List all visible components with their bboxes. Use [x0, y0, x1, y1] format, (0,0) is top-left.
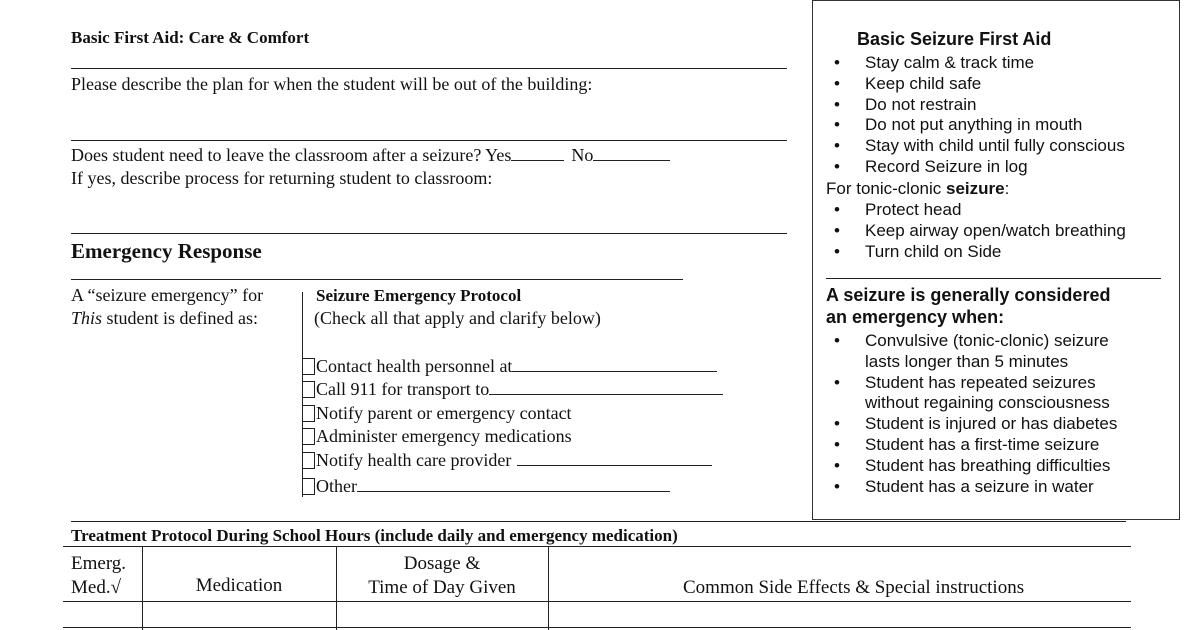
list-item: • Keep child safe [834, 73, 982, 93]
emergency-heading-rule [71, 279, 683, 280]
checkbox[interactable] [302, 381, 315, 398]
checkbox[interactable] [302, 405, 315, 422]
bullet-icon: • [834, 73, 840, 93]
bullet-icon: • [834, 414, 840, 434]
answer-line[interactable] [71, 68, 787, 69]
section-divider [71, 521, 1126, 522]
list-item: • Student has a seizure in water [834, 476, 1094, 496]
list-item: • Turn child on Side [834, 241, 1002, 261]
out-of-building-question: Please describe the plan for when the student will be out of the building: [71, 74, 593, 94]
list-item: • Student has repeated seizures without regaining consciousness [834, 372, 1110, 413]
bullet-icon: • [834, 372, 840, 392]
other-blank[interactable] [357, 476, 670, 492]
col-header-side-effects: Common Side Effects & Special instructions [683, 577, 1025, 598]
check-notify-provider[interactable]: Notify health care provider [302, 449, 712, 471]
bullet-icon: • [834, 115, 840, 135]
check-administer-meds[interactable]: Administer emergency medications [302, 425, 572, 447]
protocol-title: Seizure Emergency Protocol [316, 286, 522, 305]
table-header-border [63, 601, 1131, 602]
bullet-icon: • [834, 94, 840, 114]
list-item: • Protect head [834, 200, 962, 219]
check-notify-parent[interactable]: Notify parent or emergency contact [302, 402, 572, 424]
care-section-title: Basic First Aid: Care & Comfort [71, 28, 310, 47]
no-blank[interactable] [593, 145, 670, 161]
emergency-definition-line2: This student is defined as: [71, 308, 259, 328]
emergency-criteria-list [831, 331, 1117, 497]
no-label: No [571, 145, 594, 165]
check-call-911[interactable]: Call 911 for transport to [302, 378, 723, 400]
out-of-building-answer-line[interactable] [71, 140, 787, 141]
bullet-icon: • [834, 156, 840, 176]
bullet-icon: • [834, 136, 840, 156]
protocol-subtitle: (Check all that apply and clarify below) [314, 308, 601, 328]
bullet-icon: • [834, 331, 840, 350]
leave-classroom-text: Does student need to leave the classroom after a seizure? Yes [71, 145, 512, 165]
health-personnel-blank[interactable] [512, 356, 717, 372]
list-item: • Student is injured or has diabetes [834, 414, 1118, 434]
list-item: • Do not put anything in mouth [834, 115, 1083, 135]
emergency-response-heading: Emergency Response [71, 239, 262, 263]
bullet-icon: • [834, 455, 840, 475]
treatment-heading: Treatment Protocol During School Hours (include daily and emergency medication) [71, 526, 678, 545]
yes-blank[interactable] [511, 145, 564, 161]
tonic-clonic-steps [831, 200, 1126, 262]
list-item: • Do not restrain [834, 94, 977, 114]
bullet-icon: • [834, 53, 840, 72]
col-header-medication: Medication [195, 575, 283, 596]
list-item: • Keep airway open/watch breathing [834, 220, 1126, 240]
bullet-icon: • [834, 200, 840, 219]
emergency-criteria-heading: A seizure is generally considered an emergency when: [826, 285, 1111, 327]
check-other[interactable]: Other [302, 475, 670, 497]
list-item: • Record Seizure in log [834, 156, 1028, 176]
leave-classroom-question [71, 145, 670, 166]
emergency-definition-line1: A “seizure emergency” for [71, 285, 264, 305]
bullet-icon: • [834, 220, 840, 240]
transport-blank[interactable] [489, 379, 723, 395]
list-item: • Student has a first-time seizure [834, 434, 1100, 454]
col-header-emerg-med: Emerg. Med.√ [71, 553, 127, 598]
this-italic: This [71, 308, 103, 328]
list-item: • Stay calm & track time [834, 53, 1035, 72]
checkbox[interactable] [302, 478, 315, 495]
table-top-border [63, 546, 1131, 547]
col-header-dosage: Dosage & Time of Day Given [368, 553, 516, 598]
provider-blank[interactable] [517, 450, 712, 466]
tonic-clonic-subheading: For tonic-clonic seizure: [826, 179, 1010, 198]
bullet-icon: • [834, 434, 840, 454]
table-row-border [63, 627, 1131, 628]
bullet-icon: • [834, 476, 840, 496]
first-aid-box-title: Basic Seizure First Aid [857, 29, 1052, 49]
checkbox[interactable] [302, 452, 315, 469]
first-aid-steps [831, 53, 1125, 178]
return-process-question: If yes, describe process for returning student to classroom: [71, 168, 493, 188]
list-item: • Student has breathing difficulties [834, 455, 1111, 475]
box-divider [826, 278, 1161, 279]
list-item: • Stay with child until fully conscious [834, 136, 1125, 156]
checkbox[interactable] [302, 428, 315, 445]
bullet-icon: • [834, 241, 840, 261]
seizure-first-aid-box [812, 0, 1180, 520]
check-contact-health[interactable]: Contact health personnel at [302, 355, 717, 377]
return-process-answer-line[interactable] [71, 233, 787, 234]
checkbox[interactable] [302, 358, 315, 375]
list-item: • Convulsive (tonic-clonic) seizure lasts longer than 5 minutes [834, 331, 1109, 371]
